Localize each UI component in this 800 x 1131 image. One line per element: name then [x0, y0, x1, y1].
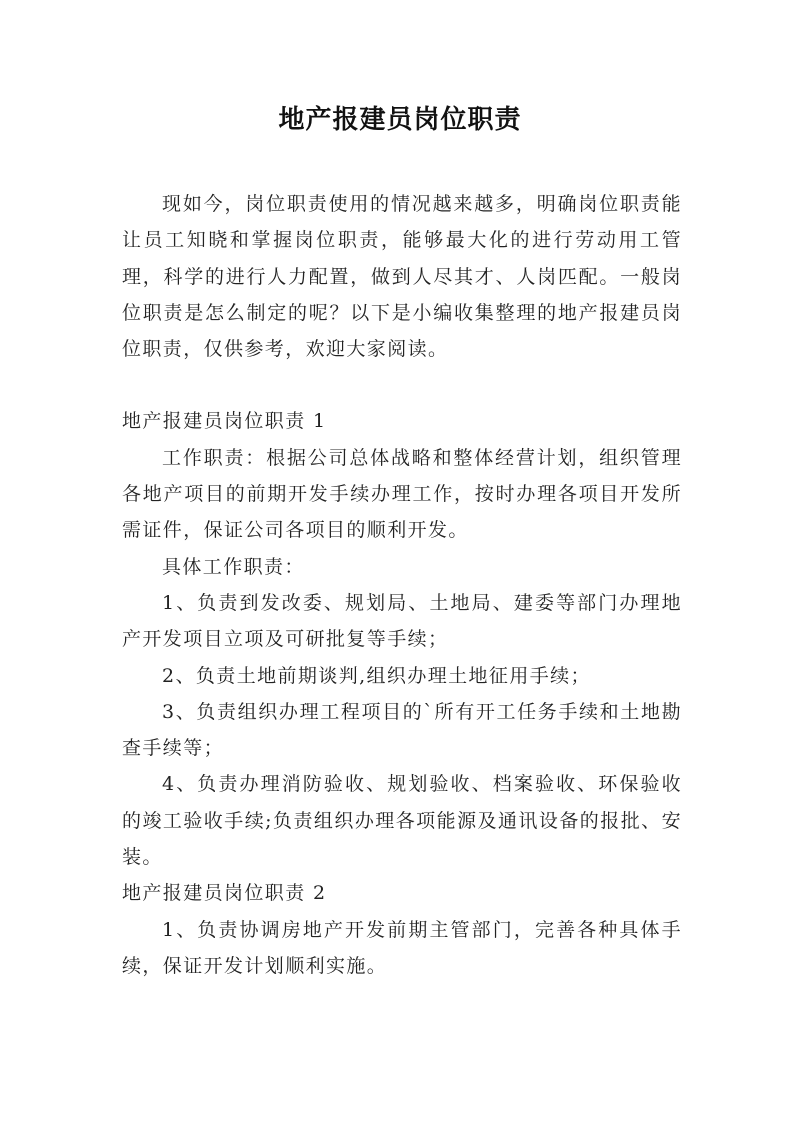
document-body: [122, 186, 682, 984]
section-heading-2: 地产报建员岗位职责 2: [122, 882, 327, 905]
work-duty-paragraph: 工作职责：根据公司总体战略和整体经营计划，组织管理各地产项目的前期开发手续办理工作，按时办理各项目开发所需证件，保证公司各项目的顺利开发。: [122, 446, 682, 542]
duty-item: 1、负责协调房地产开发前期主管部门，完善各种具体手续，保证开发计划顺利实施。: [122, 918, 682, 977]
duty-item: 2、负责土地前期谈判,组织办理土地征用手续；: [162, 664, 591, 687]
intro-paragraph: 现如今，岗位职责使用的情况越来越多，明确岗位职责能让员工知晓和掌握岗位职责，能够最大化的进行劳动用工管理，科学的进行人力配置，做到人尽其才、人岗匹配。一般岗位职责是怎么制定的呢？以下是小编收集整理的地产报建员岗位职责，仅供参考，欢迎大家阅读。: [122, 193, 682, 361]
section-heading-1: 地产报建员岗位职责 1: [122, 410, 327, 433]
duty-item: 4、负责办理消防验收、规划验收、档案验收、环保验收的竣工验收手续;负责组织办理各项能源及通讯设备的报批、安装。: [122, 773, 682, 869]
specific-duties-label: 具体工作职责：: [162, 555, 305, 578]
duty-item: 3、负责组织办理工程项目的`所有开工任务手续和土地勘查手续等；: [122, 700, 682, 760]
document-title: 地产报建员岗位职责: [278, 105, 522, 135]
paragraph-spacer: [122, 367, 682, 403]
duty-item: 1、负责到发改委、规划局、土地局、建委等部门办理地产开发项目立项及可研批复等手续；: [122, 591, 682, 651]
